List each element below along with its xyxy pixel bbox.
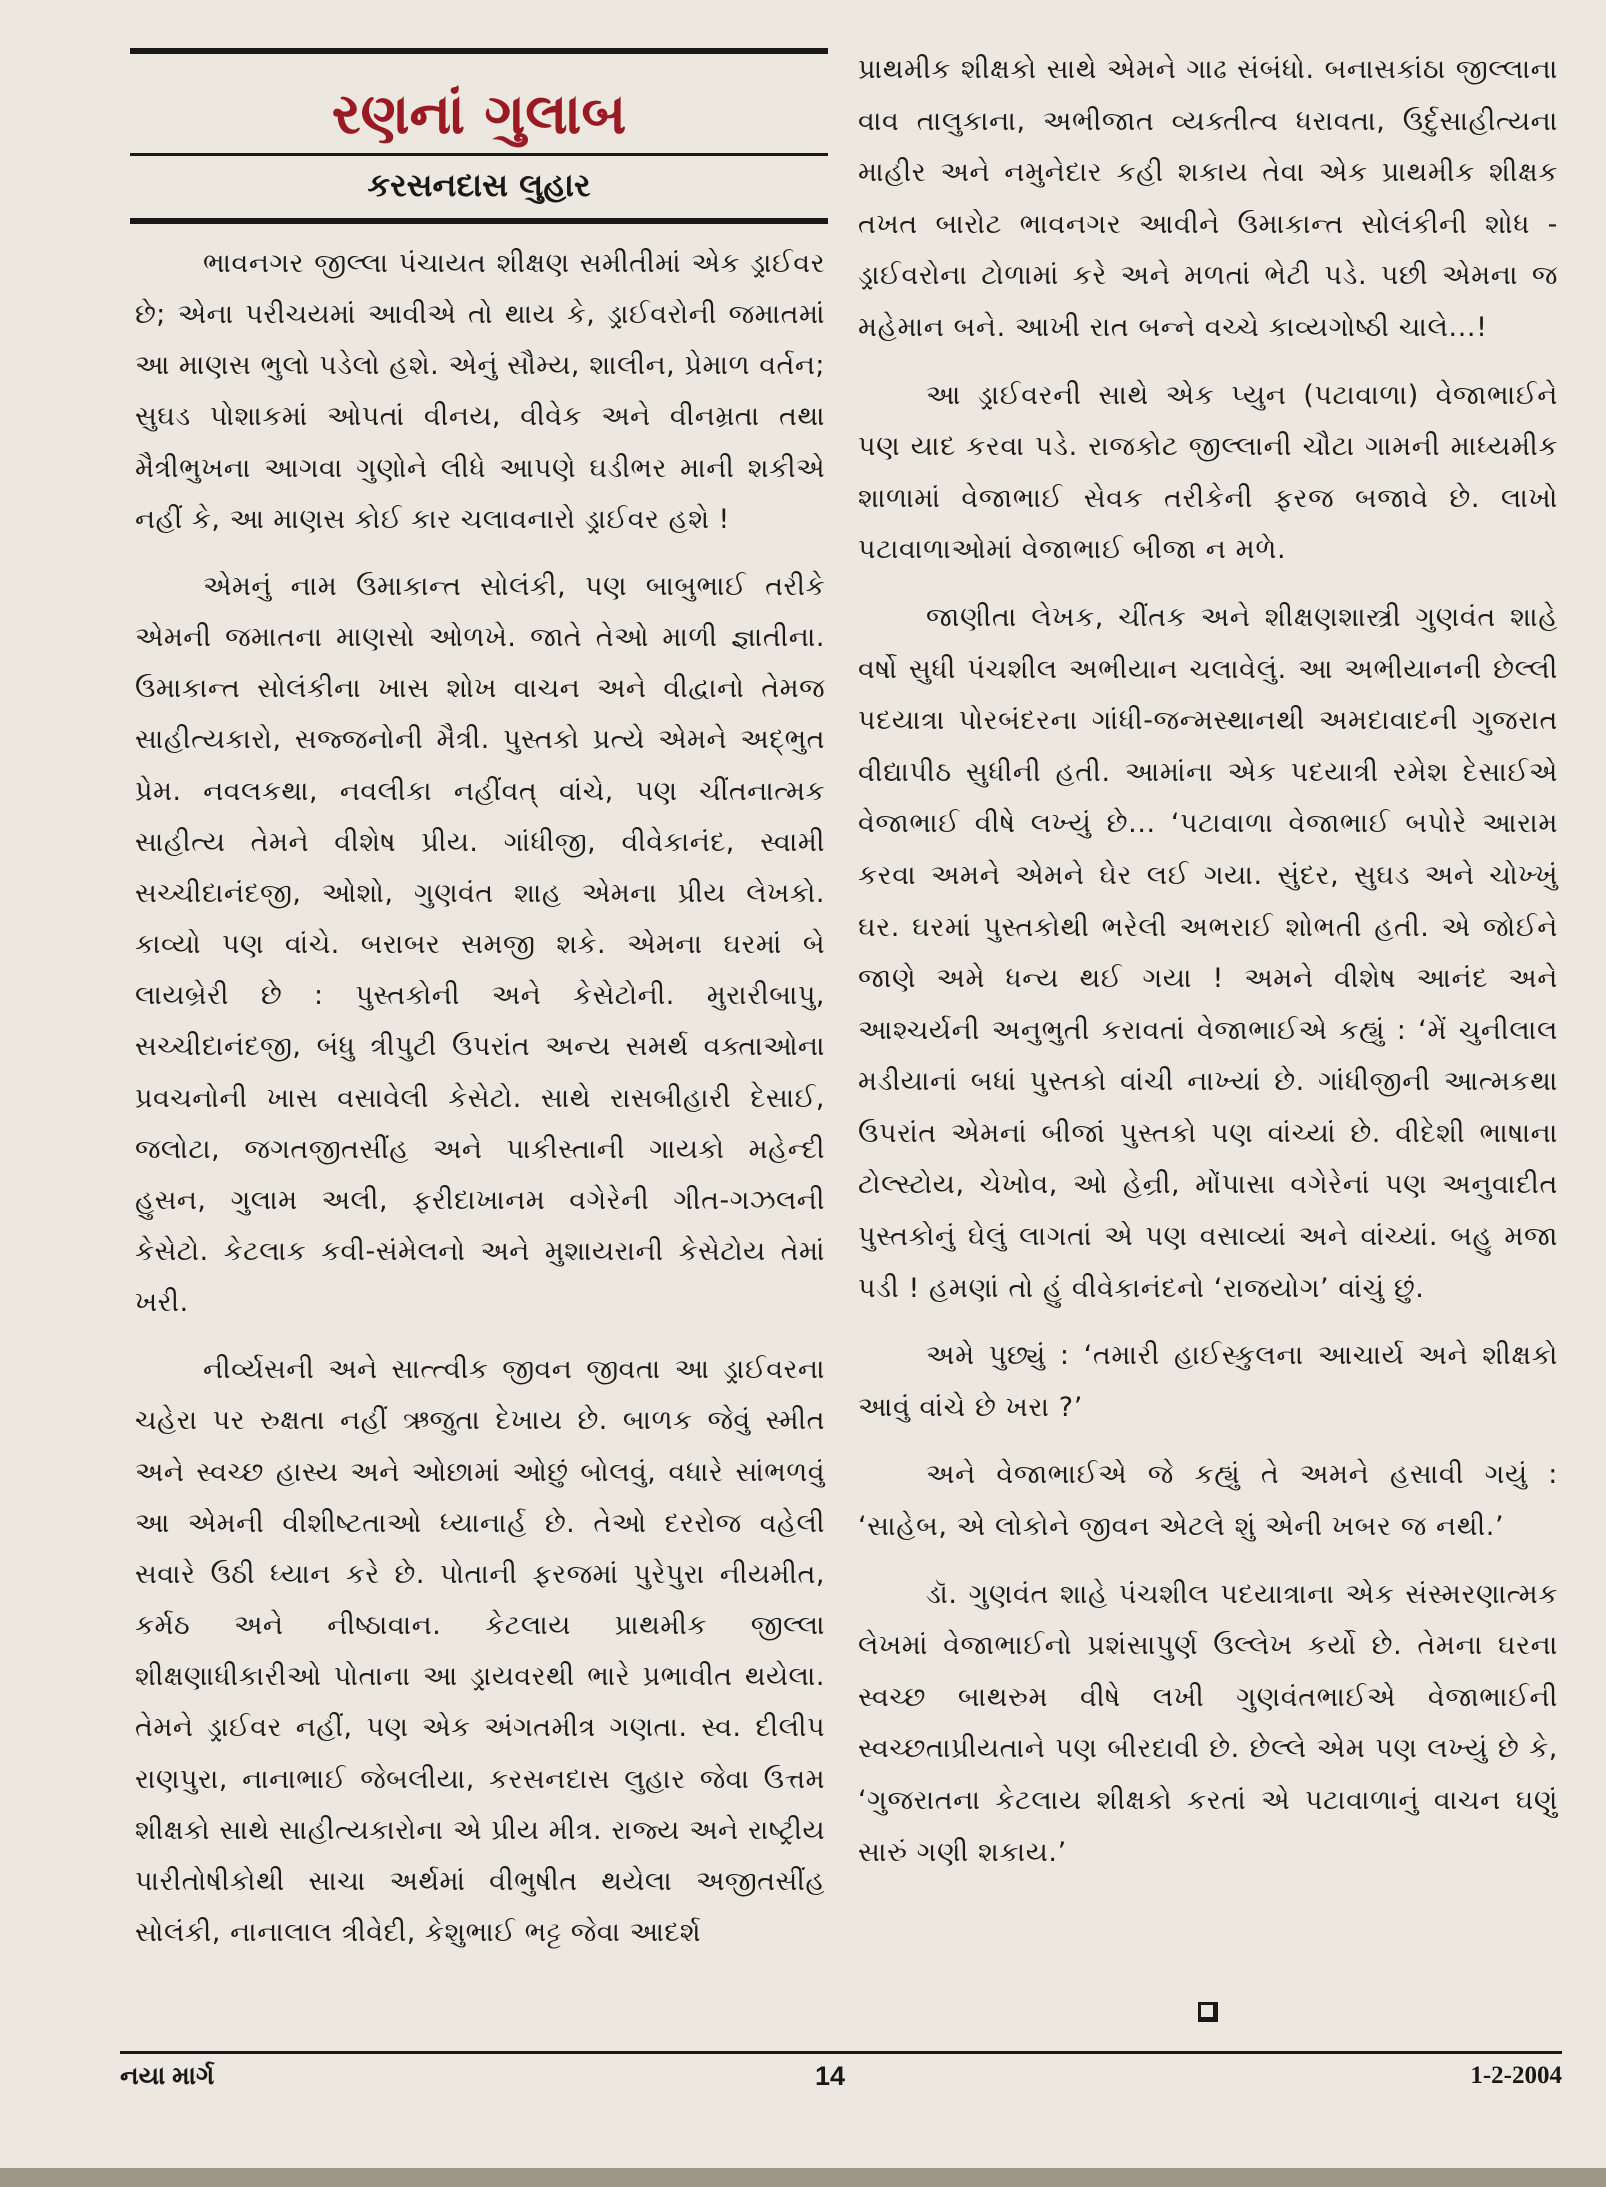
paragraph: ડૉ. ગુણવંત શાહે પંચશીલ પદયાત્રાના એક સંસ્મરણાત્મક લેખમાં વેજાભાઈનો પ્રશંસાપુર્ણ ઉલ્લેખ કર્યો છે. તેમના ઘરના સ્વચ્છ બાથરુમ વીષે લખી ગુણવંતભાઈએ વેજાભાઈની સ્વચ્છતાપ્રીયતાને પણ બીરદાવી છે. છેલ્લે એમ પણ લખ્યું છે કે, ‘ગુજરાતના કેટલાય શીક્ષકો કરતાં એ પટાવાળાનું વાચન ઘણું સારું ગણી શકાય.’ [858, 1578, 1558, 1868]
publication-name: નયા માર્ગ [120, 2062, 215, 2090]
article-title: રણનાં ગુલાબ [331, 82, 627, 147]
issue-date: 1-2-2004 [1470, 2062, 1562, 2089]
scan-edge [0, 2168, 1606, 2187]
paragraph: આ ડ્રાઈવરની સાથે એક પ્યુન (પટાવાળા) વેજાભાઈને પણ યાદ કરવા પડે. રાજકોટ જીલ્લાની ચૌટા ગામની માધ્યમીક શાળામાં વેજાભાઈ સેવક તરીકેની ફરજ બજાવે છે. લાખો પટાવાળાઓમાં વેજાભાઈ બીજા ન મળે. [858, 379, 1558, 566]
paragraph: પ્રાથમીક શીક્ષકો સાથે એમને ગાઢ સંબંધો. બનાસકાંઠા જીલ્લાના વાવ તાલુકાના, અભીજાત વ્યક્તીત્વ ધરાવતા, ઉર્દુસાહીત્યના માહીર અને નમુનેદાર કહી શકાય તેવા એક પ્રાથમીક શીક્ષક તખત બારોટ ભાવનગર આવીને ઉમાકાન્ત સોલંકીની શોધ - ડ્રાઈવરોના ટોળામાં કરે અને મળતાં ભેટી પડે. પછી એમના જ મહેમાન બને. આખી રાત બન્ને વચ્ચે કાવ્યગોષ્ઠી ચાલે...! [858, 54, 1558, 343]
article-author: કરસનદાસ લુહાર [367, 166, 591, 204]
footer-rule [120, 2051, 1562, 2054]
end-of-article-box-icon [1198, 2002, 1218, 2022]
paragraph: અને વેજાભાઈએ જે કહ્યું તે અમને હસાવી ગયું : ‘સાહેબ, એ લોકોને જીવન એટલે શું એની ખબર જ નથી.’ [858, 1459, 1558, 1543]
paragraph: નીર્વ્યસની અને સાત્ત્વીક જીવન જીવતા આ ડ્રાઈવરના ચહેરા પર રુક્ષતા નહીં ઋજુતા દેખાય છે. બાળક જેવું સ્મીત અને સ્વચ્છ હાસ્ય અને ઓછામાં ઓછું બોલવું, વધારે સાંભળવું આ એમની વીશીષ્ટતાઓ ધ્યાનાર્હ છે. તેઓ દરરોજ વહેલી સવારે ઉઠી ધ્યાન કરે છે. પોતાની ફરજમાં પુરેપુરા નીયમીત, કર્મઠ અને નીષ્ઠાવાન. કેટલાય પ્રાથમીક જીલ્લા શીક્ષણાધીકારીઓ પોતાના આ ડ્રાયવરથી ભારે પ્રભાવીત થયેલા. તેમને ડ્રાઈવર નહીં, પણ એક અંગતમીત્ર ગણતા. સ્વ. દીલીપ રાણપુરા, નાનાભાઈ જેબલીયા, કરસનદાસ લુહાર જેવા ઉત્તમ શીક્ષકો સાથે સાહીત્યકારોના એ પ્રીય મીત્ર. રાજ્ય અને રાષ્ટ્રીય પારીતોષીકોથી સાચા અર્થમાં વીભુષીત થયેલા અજીતસીંહ સોલંકી, નાનાલાલ ત્રીવેદી, કેશુભાઈ ભટ્ટ જેવા આદર્શ [135, 1354, 825, 1948]
paragraph: અમે પુછ્યું : ‘તમારી હાઈસ્કુલના આચાર્ય અને શીક્ષકો આવું વાંચે છે ખરા ?’ [858, 1340, 1558, 1423]
title-middle-rule [130, 153, 828, 156]
paragraph: એમનું નામ ઉમાકાન્ત સોલંકી, પણ બાબુભાઈ તરીકે એમની જમાતના માણસો ઓળખે. જાતે તેઓ માળી જ્ઞાતીના. ઉમાકાન્ત સોલંકીના ખાસ શોખ વાચન અને વીદ્વાનો તેમજ સાહીત્યકારો, સજ્જનોની મૈત્રી. પુસ્તકો પ્રત્યે એમને અદ્‌ભુત પ્રેમ. નવલકથા, નવલીકા નહીંવત્ વાંચે, પણ ચીંતનાત્મક સાહીત્ય તેમને વીશેષ પ્રીય. ગાંધીજી, વીવેકાનંદ, સ્વામી સચ્ચીદાનંદજી, ઓશો, ગુણવંત શાહ એમના પ્રીય લેખકો. કાવ્યો પણ વાંચે. બરાબર સમજી શકે. એમના ઘરમાં બે લાયબ્રેરી છે : પુસ્તકોની અને કેસેટોની. મુરારીબાપુ, સચ્ચીદાનંદજી, બંધુ ત્રીપુટી ઉપરાંત અન્ય સમર્થ વક્તાઓના પ્રવચનોની ખાસ વસાવેલી કેસેટો. સાથે રાસબીહારી દેસાઈ, જલોટા, જગતજીતસીંહ અને પાકીસ્તાની ગાયકો મહેન્દી હુસન, ગુલામ અલી, ફરીદાખાનમ વગેરેની ગીત-ગઝલની કેસેટો. કેટલાક કવી-સંમેલનો અને મુશાયરાની કેસેટોય તેમાં ખરી. [135, 570, 825, 1319]
paragraph: જાણીતા લેખક, ચીંતક અને શીક્ષણશાસ્ત્રી ગુણવંત શાહે વર્ષો સુધી પંચશીલ અભીયાન ચલાવેલું. આ અભીયાનની છેલ્લી પદયાત્રા પોરબંદરના ગાંધી-જન્મસ્થાનથી અમદાવાદની ગુજરાત વીદ્યાપીઠ સુધીની હતી. આમાંના એક પદયાત્રી રમેશ દેસાઈએ વેજાભાઈ વીષે લખ્યું છે... ‘પટાવાળા વેજાભાઈ બપોરે આરામ કરવા અમને એમને ઘેર લઈ ગયા. સુંદર, સુઘડ અને ચોખ્ખું ઘર. ઘરમાં પુસ્તકોથી ભરેલી અભરાઈ શોભતી હતી. એ જોઈને જાણે અમે ધન્ય થઈ ગયા ! અમને વીશેષ આનંદ અને આશ્ચર્યની અનુભુતી કરાવતાં વેજાભાઈએ કહ્યું : ‘મેં ચુનીલાલ મડીયાનાં બધાં પુસ્તકો વાંચી નાખ્યાં છે. ગાંધીજીની આત્મકથા ઉપરાંત એમનાં બીજાં પુસ્તકો પણ વાંચ્યાં છે. વીદેશી ભાષાના ટોલ્સ્ટોય, ચેખોવ, ઓ હેન્રી, મોંપાસા વગેરેનાં પણ અનુવાદીત પુસ્તકોનું ઘેલું લાગતાં એ પણ વસાવ્યાં અને વાંચ્યાં. બહુ મજા પડી ! હમણાં તો હું વીવેકાનંદનો ‘રાજયોગ’ વાંચું છું. [858, 601, 1558, 1304]
left-column [135, 238, 825, 1974]
page-number: 14 [814, 2061, 846, 2091]
paragraph: ભાવનગર જીલ્લા પંચાયત શીક્ષણ સમીતીમાં એક ડ્રાઈવર છે; એના પરીચયમાં આવીએ તો થાય કે, ડ્રાઈવરોની જમાતમાં આ માણસ ભુલો પડેલો હશે. એનું સૌમ્ય, શાલીન, પ્રેમાળ વર્તન; સુઘડ પોશાકમાં ઓપતાં વીનય, વીવેક અને વીનમ્રતા તથા મૈત્રીભુખના આગવા ગુણોને લીધે આપણે ઘડીભર માની શકીએ નહીં કે, આ માણસ કોઈ કાર ચલાવનારો ડ્રાઈવર હશે ! [135, 248, 825, 535]
title-top-rule [130, 48, 828, 54]
title-bottom-rule [130, 218, 828, 224]
right-column [858, 44, 1558, 1894]
